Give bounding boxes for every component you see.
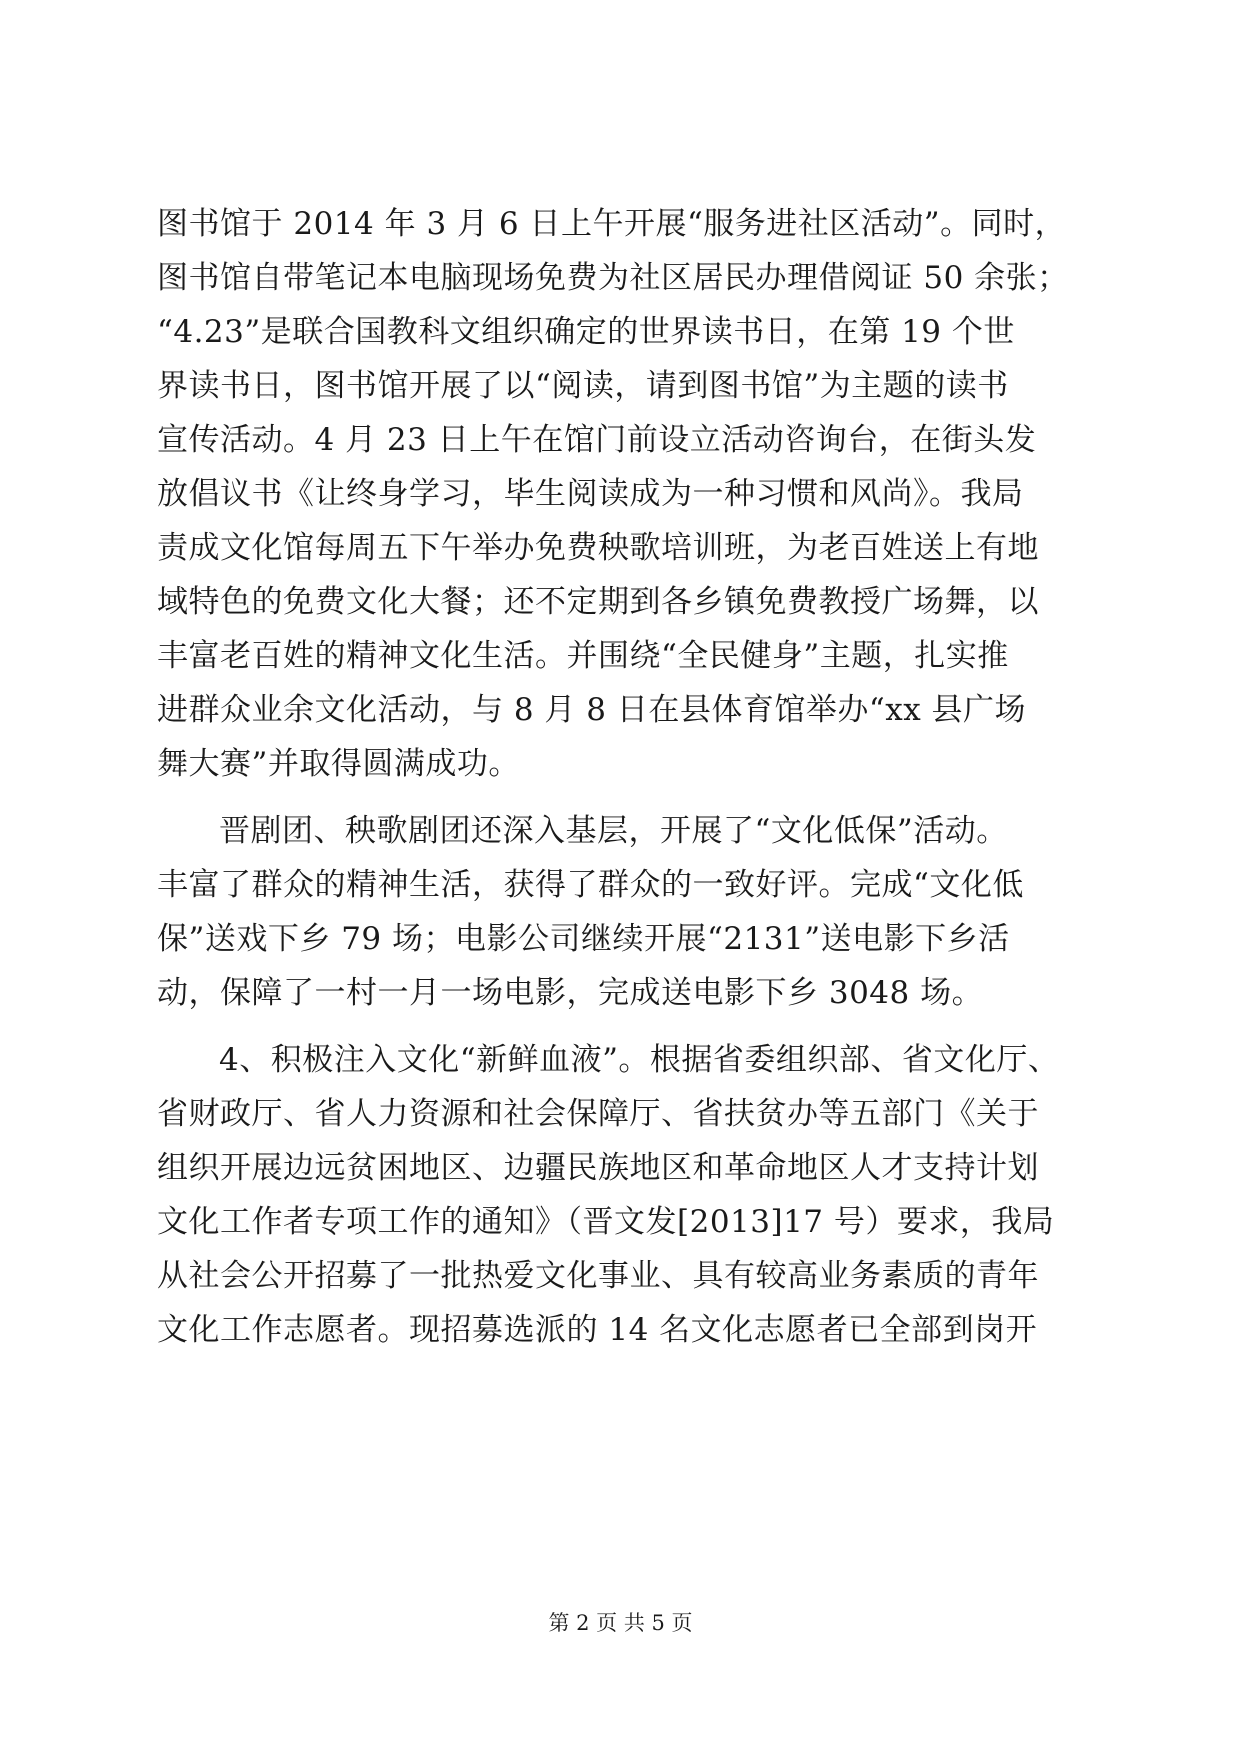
page-number-footer: 第 2 页 共 5 页 <box>548 1611 693 1635</box>
text-line: 域特色的免费文化大餐；还不定期到各乡镇免费教授广场舞，以 <box>157 584 1039 620</box>
text-line: 文化工作志愿者。现招募选派的 14 名文化志愿者已全部到岗开 <box>157 1312 1038 1348</box>
text-line: 界读书日，图书馆开展了以“阅读，请到图书馆”为主题的读书 <box>157 368 1009 404</box>
paragraph-start-line: 4、积极注入文化“新鲜血液”。根据省委组织部、省文化厅、 <box>219 1042 1060 1078</box>
text-line: 动，保障了一村一月一场电影，完成送电影下乡 3048 场。 <box>157 975 984 1011</box>
text-line: 组织开展边远贫困地区、边疆民族地区和革命地区人才支持计划 <box>157 1150 1039 1186</box>
text-line: 宣传活动。4 月 23 日上午在馆门前设立活动咨询台，在街头发 <box>157 422 1037 458</box>
text-line: 丰富老百姓的精神文化生活。并围绕“全民健身”主题，扎实推 <box>157 638 1009 674</box>
text-line: 从社会公开招募了一批热爱文化事业、具有较高业务素质的青年 <box>157 1258 1039 1294</box>
text-line: 责成文化馆每周五下午举办免费秧歌培训班，为老百姓送上有地 <box>157 530 1039 566</box>
text-line: 文化工作者专项工作的通知》（晋文发[2013]17 号）要求，我局 <box>157 1204 1055 1240</box>
text-line: 进群众业余文化活动，与 8 月 8 日在县体育馆举办“xx 县广场 <box>157 692 1027 728</box>
text-line: 放倡议书《让终身学习，毕生阅读成为一种习惯和风尚》。我局 <box>157 476 1024 512</box>
paragraph-start-line: 晋剧团、秧歌剧团还深入基层，开展了“文化低保”活动。 <box>219 813 1008 849</box>
text-line: 图书馆于 2014 年 3 月 6 日上午开展“服务进社区活动”。同时， <box>157 206 1067 242</box>
text-line: “4.23”是联合国教科文组织确定的世界读书日，在第 19 个世 <box>157 314 1015 350</box>
text-line: 丰富了群众的精神生活，获得了群众的一致好评。完成“文化低 <box>157 867 1024 903</box>
text-line: 保”送戏下乡 79 场；电影公司继续开展“2131”送电影下乡活 <box>157 921 1010 957</box>
text-line: 舞大赛”并取得圆满成功。 <box>157 746 520 782</box>
text-line: 省财政厅、省人力资源和社会保障厅、省扶贫办等五部门《关于 <box>157 1096 1039 1132</box>
text-line: 图书馆自带笔记本电脑现场免费为社区居民办理借阅证 50 余张； <box>157 260 1069 296</box>
